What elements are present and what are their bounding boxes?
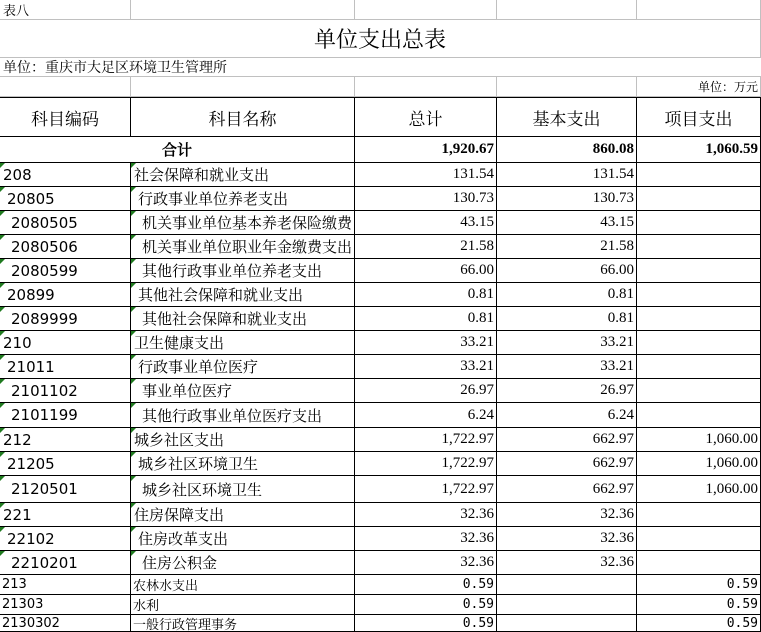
cell-code[interactable] (0, 615, 131, 632)
cell-name[interactable] (131, 379, 355, 403)
code-text: 21303 (2, 597, 44, 612)
name-text: 社会保障和就业支出 (134, 166, 270, 184)
table-row (0, 452, 761, 476)
comment-marker-icon (0, 355, 5, 360)
cell-name[interactable] (131, 428, 355, 452)
cell-name[interactable] (131, 452, 355, 476)
summary-label[interactable]: 合计 (0, 137, 355, 163)
cell-code[interactable] (0, 452, 131, 476)
cell-basic[interactable]: 33.21 (497, 331, 637, 355)
cell-name[interactable] (131, 259, 355, 283)
cell-project[interactable] (637, 163, 761, 187)
cell-name[interactable] (131, 283, 355, 307)
cell-name[interactable] (131, 163, 355, 187)
cell-basic[interactable]: 32.36 (497, 527, 637, 551)
comment-marker-icon (131, 476, 136, 481)
cell-name[interactable] (131, 355, 355, 379)
cell-code[interactable] (0, 403, 131, 428)
name-text: 其他行政事业单位医疗支出 (142, 406, 323, 425)
name-text: 城乡社区环境卫生 (142, 480, 263, 499)
code-text: 210 (3, 333, 32, 352)
cell-code[interactable] (0, 235, 131, 259)
table-row (0, 551, 761, 575)
cell-project[interactable] (637, 235, 761, 259)
table-row (0, 403, 761, 428)
header-project[interactable]: 项目支出 (637, 98, 761, 137)
summary-project[interactable]: 1,060.59 (637, 137, 761, 163)
comment-marker-icon (131, 527, 136, 532)
cell-name[interactable] (131, 235, 355, 259)
code-text: 20899 (7, 285, 55, 304)
name-text: 行政事业单位养老支出 (138, 190, 289, 208)
comment-marker-icon (131, 163, 136, 168)
cell-basic[interactable]: 32.36 (497, 551, 637, 575)
table-row (0, 187, 761, 211)
title-row (0, 20, 761, 58)
cell-name[interactable] (131, 307, 355, 331)
comment-marker-icon (131, 283, 136, 288)
cell-basic[interactable]: 33.21 (497, 355, 637, 379)
cell-project[interactable] (637, 527, 761, 551)
cell-total[interactable]: 131.54 (355, 163, 497, 187)
cell-project[interactable]: 0.59 (637, 615, 761, 632)
cell-total[interactable]: 26.97 (355, 379, 497, 403)
cell-name[interactable] (131, 476, 355, 503)
table-row (0, 476, 761, 503)
cell-basic[interactable] (497, 575, 637, 595)
table-row (0, 379, 761, 403)
cell-name[interactable] (131, 187, 355, 211)
cell-project[interactable] (637, 379, 761, 403)
cell-code[interactable] (0, 307, 131, 331)
empty-cell[interactable] (497, 77, 637, 97)
table-row (0, 595, 761, 615)
comment-marker-icon (0, 452, 5, 457)
comment-marker-icon (0, 283, 5, 288)
cell-project[interactable] (637, 211, 761, 235)
cell-name[interactable] (131, 527, 355, 551)
name-text: 机关事业单位基本养老保险缴费 (142, 214, 353, 232)
cell-name[interactable] (131, 503, 355, 527)
name-text: 卫生健康支出 (134, 334, 225, 352)
cell-total[interactable]: 43.15 (355, 211, 497, 235)
table-row (0, 307, 761, 331)
cell-name[interactable] (131, 331, 355, 355)
comment-marker-icon (131, 452, 136, 457)
cell-code[interactable] (0, 211, 131, 235)
name-text: 事业单位医疗 (142, 382, 233, 400)
sheet-label-row (0, 0, 761, 20)
cell-basic[interactable]: 32.36 (497, 503, 637, 527)
comment-marker-icon (131, 259, 136, 264)
cell-total[interactable]: 0.59 (355, 595, 497, 615)
name-text: 一般行政管理事务 (133, 617, 238, 632)
cell-code[interactable] (0, 259, 131, 283)
cell-project[interactable] (637, 331, 761, 355)
code-text: 21205 (7, 454, 55, 473)
comment-marker-icon (0, 211, 5, 216)
comment-marker-icon (131, 187, 136, 192)
comment-marker-icon (131, 355, 136, 360)
cell-total[interactable]: 32.36 (355, 503, 497, 527)
comment-marker-icon (131, 551, 136, 556)
page-title[interactable]: 单位支出总表 (0, 20, 761, 58)
unit-line[interactable]: 单位：重庆市大足区环境卫生管理所 (0, 58, 761, 77)
comment-marker-icon (0, 307, 5, 312)
empty-cell[interactable] (131, 77, 355, 97)
cell-basic[interactable]: 66.00 (497, 259, 637, 283)
table-row (0, 428, 761, 452)
name-text: 水利 (133, 599, 160, 614)
cell-project[interactable]: 1,060.00 (637, 452, 761, 476)
header-code[interactable]: 科目编码 (0, 98, 131, 137)
name-text: 城乡社区支出 (134, 431, 225, 449)
table-row (0, 355, 761, 379)
name-text: 住房保障支出 (134, 506, 225, 524)
empty-cell[interactable] (355, 77, 497, 97)
table-row (0, 259, 761, 283)
table-row (0, 575, 761, 595)
comment-marker-icon (0, 503, 5, 508)
currency-row (0, 77, 761, 97)
code-text: 2101102 (11, 381, 78, 400)
cell-total[interactable]: 33.21 (355, 331, 497, 355)
table-row (0, 163, 761, 187)
header-basic[interactable]: 基本支出 (497, 98, 637, 137)
cell-code[interactable] (0, 575, 131, 595)
header-row (0, 97, 761, 137)
table-row (0, 615, 761, 632)
comment-marker-icon (0, 551, 5, 556)
cell-basic[interactable]: 21.58 (497, 235, 637, 259)
comment-marker-icon (0, 476, 5, 481)
cell-basic[interactable]: 0.81 (497, 283, 637, 307)
code-text: 2130302 (2, 615, 60, 631)
sheet-label[interactable]: 表八 (0, 0, 131, 20)
cell-total[interactable]: 0.59 (355, 575, 497, 595)
header-name[interactable]: 科目名称 (131, 98, 355, 137)
comment-marker-icon (0, 187, 5, 192)
cell-code[interactable] (0, 551, 131, 575)
name-text: 住房改革支出 (138, 530, 229, 548)
cell-project[interactable] (637, 403, 761, 428)
code-text: 2120501 (11, 480, 78, 498)
cell-name[interactable] (131, 615, 355, 632)
empty-cell[interactable] (131, 0, 355, 20)
cell-total[interactable]: 130.73 (355, 187, 497, 211)
comment-marker-icon (0, 163, 5, 168)
cell-code[interactable] (0, 428, 131, 452)
comment-marker-icon (0, 259, 5, 264)
table-row (0, 283, 761, 307)
code-text: 221 (3, 505, 32, 524)
cell-basic[interactable]: 662.97 (497, 452, 637, 476)
name-text: 机关事业单位职业年金缴费支出 (142, 238, 353, 256)
cell-project[interactable]: 1,060.00 (637, 476, 761, 503)
cell-name[interactable] (131, 403, 355, 428)
comment-marker-icon (0, 235, 5, 240)
cell-total[interactable]: 1,722.97 (355, 428, 497, 452)
name-text: 其他社会保障和就业支出 (142, 310, 308, 328)
empty-cell[interactable] (355, 0, 497, 20)
cell-name[interactable] (131, 551, 355, 575)
comment-marker-icon (0, 331, 5, 336)
currency-unit[interactable]: 单位：万元 (637, 77, 761, 97)
comment-marker-icon (131, 331, 136, 336)
cell-code[interactable] (0, 503, 131, 527)
cell-total[interactable]: 21.58 (355, 235, 497, 259)
cell-total[interactable]: 33.21 (355, 355, 497, 379)
cell-project[interactable]: 0.59 (637, 595, 761, 615)
cell-basic[interactable]: 130.73 (497, 187, 637, 211)
cell-project[interactable] (637, 307, 761, 331)
cell-name[interactable] (131, 575, 355, 595)
cell-code[interactable] (0, 163, 131, 187)
summary-basic[interactable]: 860.08 (497, 137, 637, 163)
cell-total[interactable]: 6.24 (355, 403, 497, 428)
cell-name[interactable] (131, 595, 355, 615)
cell-basic[interactable]: 131.54 (497, 163, 637, 187)
cell-project[interactable] (637, 551, 761, 575)
code-text: 2089999 (11, 309, 78, 328)
cell-total[interactable]: 0.81 (355, 307, 497, 331)
comment-marker-icon (131, 379, 136, 384)
code-text: 22102 (7, 529, 55, 548)
cell-code[interactable] (0, 527, 131, 551)
code-text: 212 (3, 430, 32, 449)
cell-code[interactable] (0, 187, 131, 211)
cell-basic[interactable]: 662.97 (497, 428, 637, 452)
comment-marker-icon (131, 307, 136, 312)
cell-project[interactable] (637, 503, 761, 527)
name-text: 住房公积金 (142, 554, 218, 572)
empty-cell[interactable] (637, 0, 761, 20)
cell-project[interactable] (637, 283, 761, 307)
name-text: 其他行政事业单位养老支出 (142, 262, 323, 280)
code-text: 2080506 (11, 237, 78, 256)
cell-code[interactable] (0, 283, 131, 307)
summary-row (0, 137, 761, 163)
cell-basic[interactable]: 43.15 (497, 211, 637, 235)
code-text: 2210201 (11, 553, 78, 572)
code-text: 2080505 (11, 213, 78, 232)
code-text: 213 (2, 577, 27, 592)
cell-project[interactable] (637, 355, 761, 379)
name-text: 行政事业单位医疗 (138, 358, 259, 376)
cell-project[interactable] (637, 187, 761, 211)
cell-code[interactable] (0, 476, 131, 503)
cell-basic[interactable]: 662.97 (497, 476, 637, 503)
cell-code[interactable] (0, 331, 131, 355)
name-text: 其他社会保障和就业支出 (138, 286, 304, 304)
comment-marker-icon (131, 503, 136, 508)
code-text: 2101199 (11, 406, 78, 424)
comment-marker-icon (131, 428, 136, 433)
comment-marker-icon (0, 527, 5, 532)
table-row (0, 331, 761, 355)
name-text: 城乡社区环境卫生 (138, 455, 259, 473)
cell-code[interactable] (0, 595, 131, 615)
cell-basic[interactable]: 26.97 (497, 379, 637, 403)
cell-name[interactable] (131, 211, 355, 235)
comment-marker-icon (131, 235, 136, 240)
code-text: 2080599 (11, 261, 78, 280)
cell-total[interactable]: 0.81 (355, 283, 497, 307)
comment-marker-icon (0, 428, 5, 433)
comment-marker-icon (131, 211, 136, 216)
cell-code[interactable] (0, 355, 131, 379)
cell-basic[interactable]: 0.81 (497, 307, 637, 331)
empty-cell[interactable] (0, 77, 131, 97)
cell-basic[interactable] (497, 595, 637, 615)
cell-project[interactable] (637, 259, 761, 283)
table-row (0, 211, 761, 235)
cell-total[interactable]: 32.36 (355, 551, 497, 575)
cell-code[interactable] (0, 379, 131, 403)
cell-total[interactable]: 1,722.97 (355, 452, 497, 476)
table-row (0, 503, 761, 527)
header-total[interactable]: 总计 (355, 98, 497, 137)
unit-row (0, 58, 761, 77)
cell-total[interactable]: 1,722.97 (355, 476, 497, 503)
comment-marker-icon (131, 403, 136, 408)
cell-total[interactable]: 0.59 (355, 615, 497, 632)
cell-project[interactable]: 1,060.00 (637, 428, 761, 452)
code-text: 20805 (7, 189, 55, 208)
cell-total[interactable]: 66.00 (355, 259, 497, 283)
cell-total[interactable]: 32.36 (355, 527, 497, 551)
cell-basic[interactable] (497, 615, 637, 632)
comment-marker-icon (0, 379, 5, 384)
code-text: 208 (3, 165, 32, 184)
table-row (0, 235, 761, 259)
cell-basic[interactable]: 6.24 (497, 403, 637, 428)
code-text: 21011 (7, 357, 55, 376)
summary-total[interactable]: 1,920.67 (355, 137, 497, 163)
empty-cell[interactable] (497, 0, 637, 20)
comment-marker-icon (0, 403, 5, 408)
table-row (0, 527, 761, 551)
name-text: 农林水支出 (133, 579, 199, 594)
cell-project[interactable]: 0.59 (637, 575, 761, 595)
